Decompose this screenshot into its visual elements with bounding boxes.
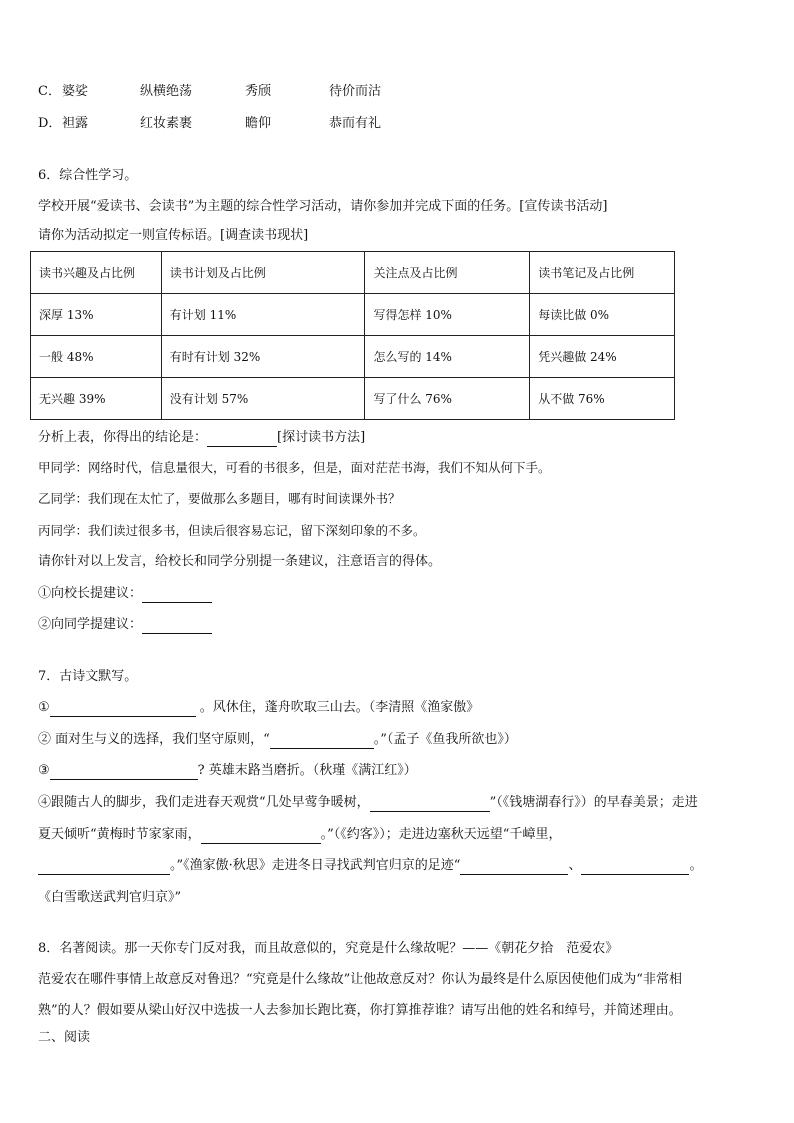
poem-text: ② 面对生与义的选择，我们坚守原则，“ xyxy=(38,732,270,747)
table-cell: 有计划 11% xyxy=(161,294,365,336)
answer-blank[interactable] xyxy=(207,432,277,447)
advice-principal-label: ①向校长提建议： xyxy=(38,586,143,601)
section-heading: 二、阅读 xyxy=(38,1030,91,1045)
table-cell: 每读比做 0% xyxy=(530,294,675,336)
poem-line-4 xyxy=(38,794,698,812)
question-6-task: 请你为活动拟定一则宣传标语。[调查读书现状] xyxy=(38,228,309,243)
option-c-item: 秀颀 xyxy=(245,84,272,99)
discussion-label: [探讨读书方法] xyxy=(277,430,366,445)
analysis-line xyxy=(38,429,365,447)
table-cell: 怎么写的 14% xyxy=(365,336,530,378)
table-cell: 凭兴趣做 24% xyxy=(530,336,675,378)
option-d-item: 红妆素裹 xyxy=(140,116,193,131)
question-8-text: 范爱农在哪件事情上故意反对鲁迅？“究竟是什么缘故”让他故意反对？你认为最终是什么原因使他们成为“非常相 xyxy=(38,972,682,987)
table-cell: 写得怎样 10% xyxy=(365,294,530,336)
poem-line-3 xyxy=(38,762,417,780)
table-cell: 写了什么 76% xyxy=(365,378,530,420)
answer-blank[interactable] xyxy=(581,860,689,875)
option-d-label: D． xyxy=(38,116,62,131)
option-c-item: 婆娑 xyxy=(62,84,89,99)
option-d-item: 袒露 xyxy=(62,116,89,131)
poem-line-6 xyxy=(38,857,702,875)
question-6-heading: 6．综合性学习。 xyxy=(38,168,138,183)
item-number: ③ xyxy=(38,763,50,778)
table-header-cell: 读书笔记及占比例 xyxy=(530,252,675,294)
poem-line-7: 《白雪歌送武判官归京》” xyxy=(38,890,182,905)
reading-survey-table xyxy=(30,251,675,420)
option-c-item: 纵横绝荡 xyxy=(140,84,193,99)
table-cell: 从不做 76% xyxy=(530,378,675,420)
poem-text: 。”（《约客》）；走进边塞秋天远望“千嶂里， xyxy=(320,827,562,842)
advice-principal-line xyxy=(38,585,212,603)
item-number: ① xyxy=(38,700,50,715)
advice-prompt: 请你针对以上发言，给校长和同学分别提一条建议，注意语言的得体。 xyxy=(38,554,442,569)
poem-text: ? 英雄末路当磨折。（秋瑾《满江红》） xyxy=(197,763,417,778)
poem-text: 。”（孟子《鱼我所欲也》） xyxy=(373,732,517,747)
poem-text: 。风休住，蓬舟吹取三山去。（李清照《渔家傲》 xyxy=(199,700,480,715)
table-cell: 深厚 13% xyxy=(31,294,162,336)
table-cell: 没有计划 57% xyxy=(161,378,365,420)
table-row xyxy=(31,336,675,378)
answer-blank[interactable] xyxy=(50,765,198,780)
table-header-cell: 读书计划及占比例 xyxy=(161,252,365,294)
answer-blank[interactable] xyxy=(38,860,170,875)
answer-blank[interactable] xyxy=(370,797,490,812)
answer-blank[interactable] xyxy=(270,734,374,749)
student-yi-remark: 乙同学：我们现在太忙了，要做那么多题目，哪有时间读课外书？ xyxy=(38,491,401,506)
student-bing-remark: 丙同学：我们读过很多书，但读后很容易忘记，留下深刻印象的不多。 xyxy=(38,523,426,538)
poem-line-2 xyxy=(38,731,517,749)
option-d-item: 瞻仰 xyxy=(245,116,272,131)
poem-text: 夏天倾听“黄梅时节家家雨， xyxy=(38,827,201,842)
table-header-row xyxy=(31,252,675,294)
table-header-cell: 关注点及占比例 xyxy=(365,252,530,294)
poem-text: 。”《渔家傲·秋思》走进冬日寻找武判官归京的足迹“ xyxy=(170,858,461,873)
table-row xyxy=(31,294,675,336)
answer-blank[interactable] xyxy=(50,702,196,717)
option-c-label: C． xyxy=(38,84,61,99)
poem-text: ”（《钱塘湖春行》）的早春美景；走进 xyxy=(489,795,698,810)
question-8-heading: 8．名著阅读。那一天你专门反对我，而且故意似的，究竟是什么缘故呢？——《朝花夕拾 范爱农》 xyxy=(38,941,619,956)
table-cell: 一般 48% xyxy=(31,336,162,378)
question-8-text: 熟”的人？假如要从梁山好汉中选拔一人去参加长跑比赛，你打算推荐谁？请写出他的姓名和绰号，并简述理由。 xyxy=(38,1003,682,1018)
option-d-item: 恭而有礼 xyxy=(329,116,382,131)
student-jia-remark: 甲同学：网络时代，信息量很大，可看的书很多，但是，面对茫茫书海，我们不知从何下手。 xyxy=(38,460,551,475)
table-header-cell: 读书兴趣及占比例 xyxy=(31,252,162,294)
answer-blank[interactable] xyxy=(142,619,212,634)
question-7-heading: 7．古诗文默写。 xyxy=(38,669,138,684)
question-6-intro: 学校开展“爱读书、会读书”为主题的综合性学习活动，请你参加并完成下面的任务。[宣传读书活动] xyxy=(38,199,608,214)
poem-text: ④跟随古人的脚步，我们走进春天观赏“几处早莺争暖树， xyxy=(38,795,370,810)
poem-line-1 xyxy=(38,699,479,717)
advice-students-line xyxy=(38,616,212,634)
answer-blank[interactable] xyxy=(201,829,321,844)
poem-text: 。 xyxy=(689,858,703,873)
answer-blank[interactable] xyxy=(460,860,568,875)
poem-text: 、 xyxy=(568,858,582,873)
poem-line-5 xyxy=(38,826,561,844)
answer-blank[interactable] xyxy=(142,588,212,603)
table-row xyxy=(31,378,675,420)
option-c-item: 待价而沽 xyxy=(329,84,382,99)
table-cell: 有时有计划 32% xyxy=(161,336,365,378)
table-cell: 无兴趣 39% xyxy=(31,378,162,420)
advice-students-label: ②向同学提建议： xyxy=(38,617,143,632)
analysis-prompt: 分析上表，你得出的结论是： xyxy=(38,430,208,445)
